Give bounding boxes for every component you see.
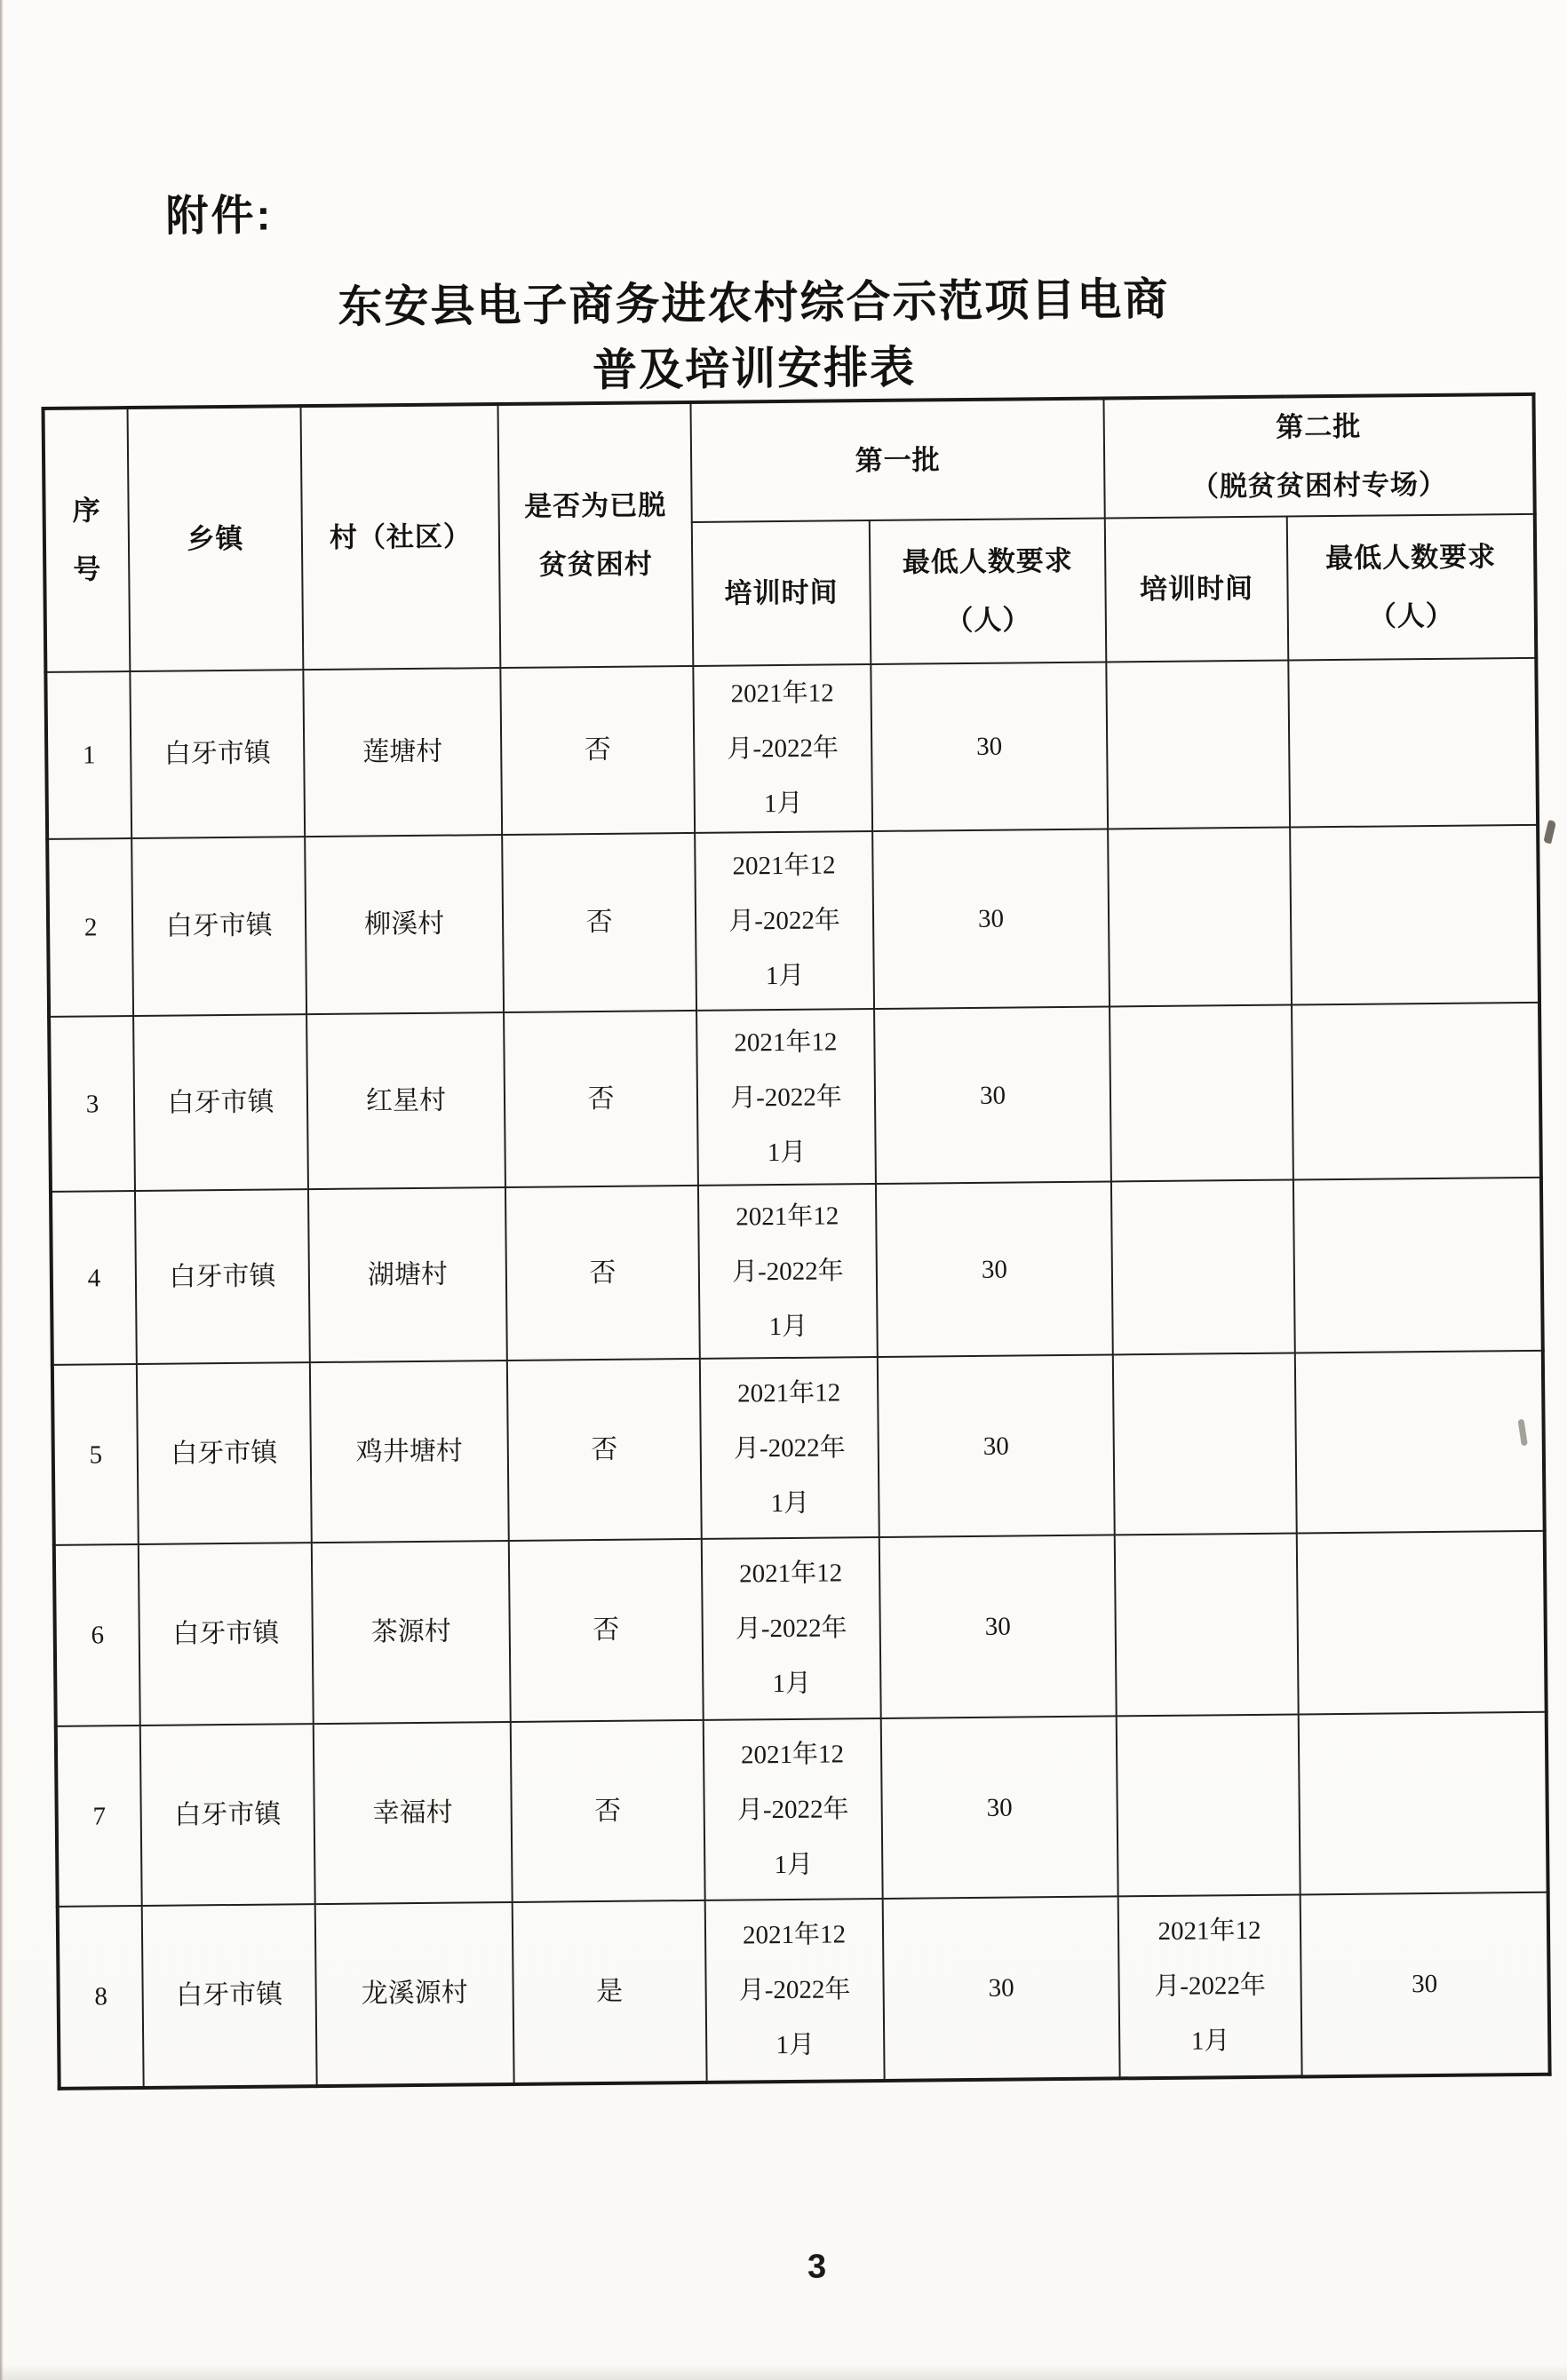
header-batch1: 第一批 xyxy=(690,398,1104,521)
cell-poverty: 否 xyxy=(502,833,696,1012)
cell-batch2-time xyxy=(1117,1714,1301,1896)
header-seq: 序 号 xyxy=(44,408,131,672)
cell-township: 白牙市镇 xyxy=(135,1189,310,1364)
header-poverty-status: 是否为已脱 贫贫困村 xyxy=(497,402,693,668)
cell-seq: 5 xyxy=(52,1364,139,1545)
cell-batch1-time: 2021年12 月-2022年 1月 xyxy=(705,1899,885,2082)
cell-township: 白牙市镇 xyxy=(137,1362,312,1544)
title-line-2: 普及培训安排表 xyxy=(592,342,917,396)
cell-batch1-min: 30 xyxy=(879,1535,1117,1718)
cell-batch1-time: 2021年12 月-2022年 1月 xyxy=(695,831,874,1011)
cell-poverty: 是 xyxy=(513,1900,707,2084)
header-batch1-min-people: 最低人数要求 （人） xyxy=(870,518,1107,664)
cell-village: 红星村 xyxy=(306,1012,505,1189)
header-village: 村（社区） xyxy=(301,404,501,670)
cell-poverty: 否 xyxy=(511,1720,705,1902)
cell-village: 莲塘村 xyxy=(303,668,502,837)
scan-shadow xyxy=(0,2364,1567,2380)
cell-poverty: 否 xyxy=(504,1011,698,1187)
cell-batch1-min: 30 xyxy=(872,829,1110,1009)
cell-township: 白牙市镇 xyxy=(142,1904,317,2088)
cell-batch1-min: 30 xyxy=(876,1181,1113,1357)
cell-batch1-time: 2021年12 月-2022年 1月 xyxy=(704,1718,883,1900)
cell-village: 茶源村 xyxy=(312,1541,511,1724)
cell-seq: 4 xyxy=(51,1191,137,1365)
cell-batch1-min: 30 xyxy=(874,1006,1111,1184)
header-group-row xyxy=(44,394,1535,528)
header-batch2: 第二批 （脱贫贫困村专场） xyxy=(1103,394,1534,519)
header-batch2-min-people: 最低人数要求 （人） xyxy=(1287,514,1537,661)
cell-batch2-min xyxy=(1292,1003,1541,1180)
cell-batch2-time xyxy=(1108,828,1292,1007)
cell-village: 湖塘村 xyxy=(308,1187,507,1362)
table-row xyxy=(56,1712,1548,1907)
cell-batch2-min xyxy=(1290,825,1539,1005)
cell-batch2-time xyxy=(1111,1179,1295,1354)
cell-batch2-time xyxy=(1106,661,1290,829)
cell-poverty: 否 xyxy=(505,1186,700,1361)
cell-batch2-min xyxy=(1288,658,1538,828)
scan-artifact xyxy=(1543,820,1556,844)
title-line-1: 东安县电子商务进农村综合示范项目电商 xyxy=(338,274,1170,332)
cell-township: 白牙市镇 xyxy=(133,1014,308,1191)
cell-village: 鸡井塘村 xyxy=(310,1361,509,1543)
cell-seq: 2 xyxy=(47,838,133,1017)
header-batch2-time: 培训时间 xyxy=(1105,517,1289,662)
document-title xyxy=(0,263,1538,409)
attachment-label: 附件: xyxy=(165,192,274,241)
table-row xyxy=(45,658,1538,839)
cell-batch2-time xyxy=(1113,1353,1297,1535)
cell-seq: 7 xyxy=(56,1726,142,1907)
cell-batch1-time: 2021年12 月-2022年 1月 xyxy=(696,1009,876,1186)
table-row xyxy=(47,825,1539,1017)
cell-batch1-min: 30 xyxy=(878,1354,1115,1537)
cell-township: 白牙市镇 xyxy=(131,837,306,1016)
cell-seq: 8 xyxy=(58,1906,144,2089)
cell-batch1-time: 2021年12 月-2022年 1月 xyxy=(698,1184,878,1359)
cell-batch2-min xyxy=(1293,1178,1543,1353)
table-row xyxy=(49,1003,1541,1192)
cell-batch1-min: 30 xyxy=(871,662,1108,831)
cell-batch2-min xyxy=(1297,1531,1547,1715)
cell-batch2-min xyxy=(1299,1712,1548,1895)
cell-township: 白牙市镇 xyxy=(139,1543,314,1726)
cell-batch1-time: 2021年12 月-2022年 1月 xyxy=(693,664,872,833)
header-batch1-time: 培训时间 xyxy=(692,520,871,666)
cell-poverty: 否 xyxy=(509,1539,704,1722)
table-header xyxy=(44,394,1537,672)
schedule-table xyxy=(41,393,1551,2090)
cell-batch2-time xyxy=(1110,1004,1293,1181)
cell-village: 龙溪源村 xyxy=(315,1902,514,2086)
table-body xyxy=(45,658,1549,2089)
cell-seq: 1 xyxy=(45,671,131,839)
page-number: 3 xyxy=(807,2248,827,2286)
table-row xyxy=(54,1531,1547,1726)
header-township: 乡镇 xyxy=(128,406,304,671)
cell-batch2-time xyxy=(1115,1533,1299,1716)
cell-village: 柳溪村 xyxy=(305,835,504,1014)
cell-batch1-time: 2021年12 月-2022年 1月 xyxy=(702,1537,881,1720)
cell-batch2-min: 30 xyxy=(1301,1892,1550,2077)
cell-batch2-time: 2021年12 月-2022年 1月 xyxy=(1118,1894,1302,2078)
cell-batch1-time: 2021年12 月-2022年 1月 xyxy=(700,1357,879,1539)
cell-poverty: 否 xyxy=(507,1359,702,1541)
cell-batch2-min xyxy=(1295,1351,1545,1534)
cell-township: 白牙市镇 xyxy=(130,670,305,838)
cell-seq: 3 xyxy=(49,1016,135,1192)
cell-batch1-min: 30 xyxy=(883,1896,1120,2081)
cell-township: 白牙市镇 xyxy=(140,1724,315,1906)
cell-village: 幸福村 xyxy=(314,1722,513,1904)
cell-batch1-min: 30 xyxy=(881,1716,1118,1899)
table-row xyxy=(52,1351,1545,1545)
cell-poverty: 否 xyxy=(500,666,695,835)
table-row xyxy=(51,1178,1543,1365)
table-row xyxy=(58,1892,1550,2089)
cell-seq: 6 xyxy=(54,1544,140,1726)
